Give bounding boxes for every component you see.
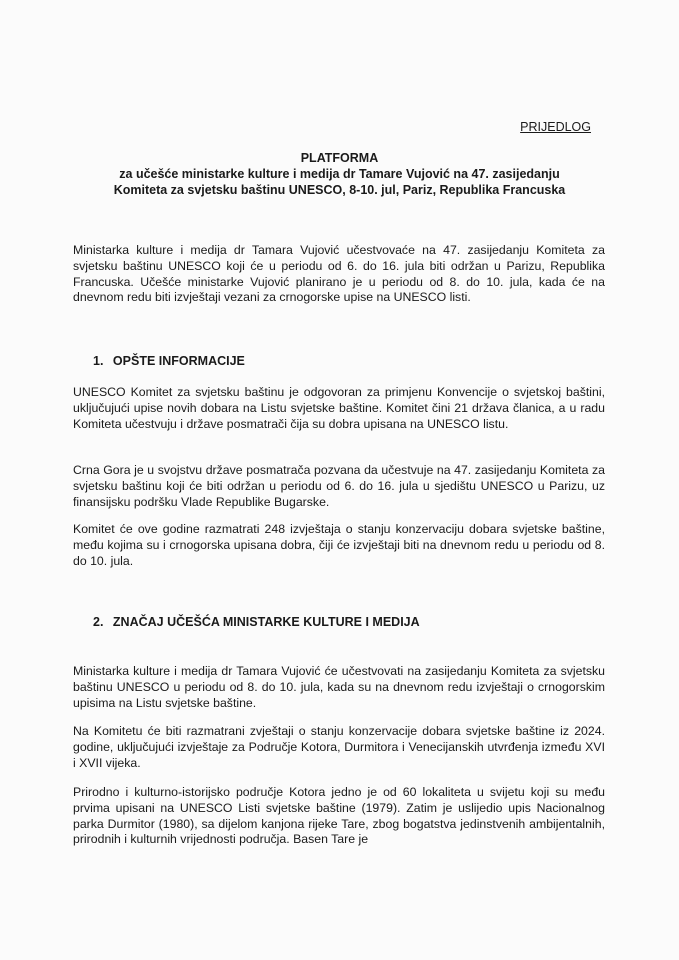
proposal-label: PRIJEDLOG bbox=[520, 120, 591, 134]
section-2-title: ZNAČAJ UČEŠĆA MINISTARKE KULTURE I MEDIJA bbox=[112, 615, 420, 629]
section-1-paragraph-3: Komitet će ove godine razmatrati 248 izvještaja o stanju konzervaciju dobara svjetske baštine, među kojima su i crnogorska upisana dobra, čiji će izvještaji biti na dnevnom redu u periodu od 8. do 10. jula. bbox=[73, 522, 605, 568]
section-1-heading bbox=[93, 354, 245, 368]
section-1-number: 1. bbox=[93, 354, 104, 368]
section-1-paragraph-1: UNESCO Komitet za svjetsku baštinu je odgovoran za primjenu Konvencije o svjetskoj baštini, uključujući upise novih dobara na Listu svjetske baštine. Komitet čini 21 država članica, a u radu Komiteta učestvuju i države posmatrači čija su dobra upisana na UNESCO listu. bbox=[73, 385, 605, 431]
section-2-paragraph-3: Prirodno i kulturno-istorijsko područje Kotora jedno je od 60 lokaliteta u svijetu koji su među prvima upisani na UNESCO Listi svjetske baštine (1979). Zatim je uslijedio upis Nacionalnog parka Durmitor (1980), sa dijelom kanjona rijeke Tare, zbog bogatstva jedinstvenih ambijentalnih, prirodnih i kulturnih vrijednosti područja. Basen Tare je bbox=[73, 785, 605, 847]
section-1-paragraph-2: Crna Gora je u svojstvu države posmatrača pozvana da učestvuje na 47. zasijedanju Komiteta za svjetsku baštinu koji će biti održan u periodu od 6. do 16. jula u sjedištu UNESCO u Parizu, uz finansijsku podršku Vlade Republike Bugarske. bbox=[73, 463, 605, 509]
section-2-number: 2. bbox=[93, 615, 104, 629]
intro-paragraph: Ministarka kulture i medija dr Tamara Vujović učestvovaće na 47. zasijedanju Komiteta za svjetsku baštinu UNESCO koji će u periodu od 6. do 16. jula biti održan u Parizu, Republika Francuska. Učešće ministarke Vujović planirano je u periodu od 8. do 10. jula, kada će na dnevnom redu biti izvještaji vezani za crnogorske upise na UNESCO listi. bbox=[73, 243, 605, 305]
section-1-title: OPŠTE INFORMACIJE bbox=[112, 354, 245, 368]
title-line-3: Komiteta za svjetsku baštinu UNESCO, 8-10. jul, Pariz, Republika Francuska bbox=[113, 183, 566, 197]
title-line-1: PLATFORMA bbox=[300, 151, 379, 165]
title-line-2: za učešće ministarke kulture i medija dr Tamare Vujović na 47. zasijedanju bbox=[119, 167, 560, 181]
document-title bbox=[60, 150, 619, 198]
section-2-paragraph-1: Ministarka kulture i medija dr Tamara Vujović će učestvovati na zasijedanju Komiteta za svjetsku baštinu UNESCO u periodu od 8. do 10. jula, kada su na dnevnom redu izvještaji o crnogorskim upisima na Listu svjetske baštine. bbox=[73, 664, 605, 710]
section-2-heading bbox=[93, 615, 420, 629]
section-2-paragraph-2: Na Komitetu će biti razmatrani zvještaji o stanju konzervacije dobara svjetske baštine iz 2024. godine, uključujući izvještaje za Područje Kotora, Durmitora i Venecijanskih utvrđenja između XVI i XVII vijeka. bbox=[73, 724, 605, 770]
